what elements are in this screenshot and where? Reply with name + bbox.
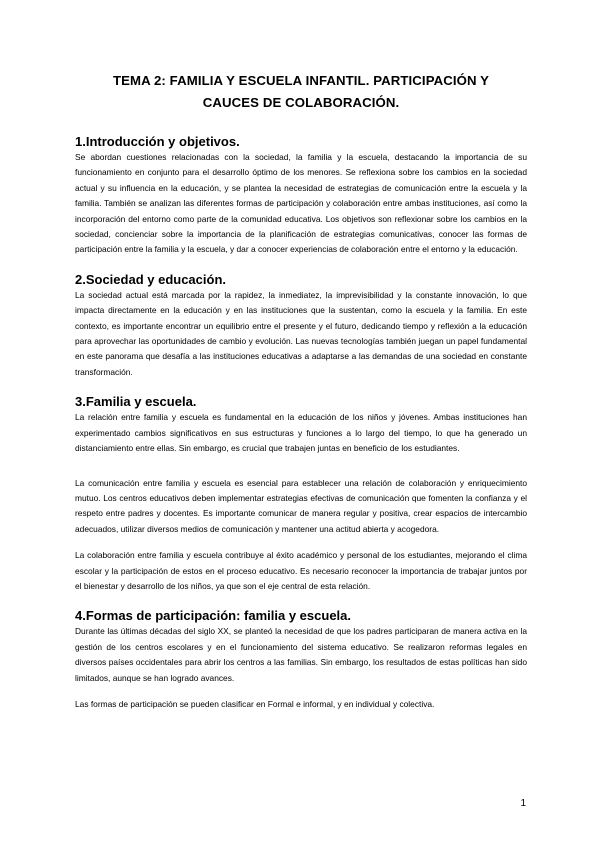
section-introduccion [75,134,527,258]
section-heading: 3.Familia y escuela. [75,394,197,410]
section-familia-escuela [75,394,527,594]
paragraph: Se abordan cuestiones relacionadas con la sociedad, la familia y la escuela, destacando la importancia de su funcionamiento en conjunto para el desarrollo óptimo de los menores. Se reflexiona sobre los cambios en la sociedad actual y su influencia en la educación, y se plantea la necesidad de estrategias de comunicación entre la escuela y la familia. También se analizan las diferentes formas de participación y colaboración entre ambas instituciones, así como la incorporación del entorno como parte de la comunidad educativa. Los objetivos son reflexionar sobre los cambios en la sociedad, concienciar sobre la importancia de la planificación de estrategias comunicativas, conocer las formas de participación entre la familia y la escuela, y dar a conocer experiencias de colaboración entre el entorno y la educación. [75,152,527,255]
section-heading: 4.Formas de participación: familia y escuela. [75,608,351,624]
paragraph: La relación entre familia y escuela es fundamental en la educación de los niños y jóvenes. Ambas instituciones han experimentado cambios significativos en sus estructuras y funciones a lo largo del tiempo, lo que ha generado un distanciamiento entre ellas. Sin embargo, es crucial que trabajen juntas en beneficio de los estudiantes. [75,412,527,454]
section-formas-participacion [75,608,527,712]
document-title-line-1: TEMA 2: FAMILIA Y ESCUELA INFANTIL. PARTICIPACIÓN Y [112,73,490,88]
page-number: 1 [520,798,526,809]
paragraph: La comunicación entre familia y escuela es esencial para establecer una relación de colaboración y enriquecimiento mutuo. Los centros educativos deben implementar estrategias efectivas de comunicación que fomenten la confianza y el respeto entre padres y docentes. Es importante comunicar de manera regular y positiva, crear espacios de intercambio adecuados, utilizar diversos medios de comunicación y mantener una actitud abierta y acogedora. [75,477,527,534]
document-page [75,70,527,712]
paragraph: La colaboración entre familia y escuela contribuye al éxito académico y personal de los estudiantes, mejorando el clima escolar y la participación de estos en el proceso educativo. Es necesario reconocer la importancia de trabajar juntos por el bienestar y desarrollo de los niños, ya que son el eje central de esta relación. [75,550,527,591]
paragraph: La sociedad actual está marcada por la rapidez, la inmediatez, la imprevisibilidad y la constante innovación, lo que impacta directamente en la educación y en las instituciones que la sustentan, como la escuela y la familia. En este contexto, es importante encontrar un equilibrio entre el presente y el futuro, dedicando tiempo y reflexión a la educación para aprovechar las oportunidades de cambio y evolución. Las nuevas tecnologías también juegan un papel fundamental en este panorama que desafía a las instituciones educativas a adaptarse a las demandas de una sociedad en constante transformación. [75,289,527,377]
section-sociedad-educacion [75,272,527,380]
section-heading: 1.Introducción y objetivos. [75,134,240,149]
section-heading: 2.Sociedad y educación. [75,271,226,287]
document-title [75,70,527,114]
paragraph: Las formas de participación se pueden clasificar en Formal e informal, y en individual y colectiva. [75,698,435,709]
document-title-line-2: CAUCES DE COLABORACIÓN. [202,95,400,110]
paragraph: Durante las últimas décadas del siglo XX, se planteó la necesidad de que los padres participaran de manera activa en la gestión de los centros escolares y en el funcionamiento del sistema educativo. Se realizaron reformas legales en diversos países occidentales para abrir los centros a las familias. Sin embargo, los resultados de estas políticas han sido limitados, aunque se han logrado avances. [75,626,527,683]
